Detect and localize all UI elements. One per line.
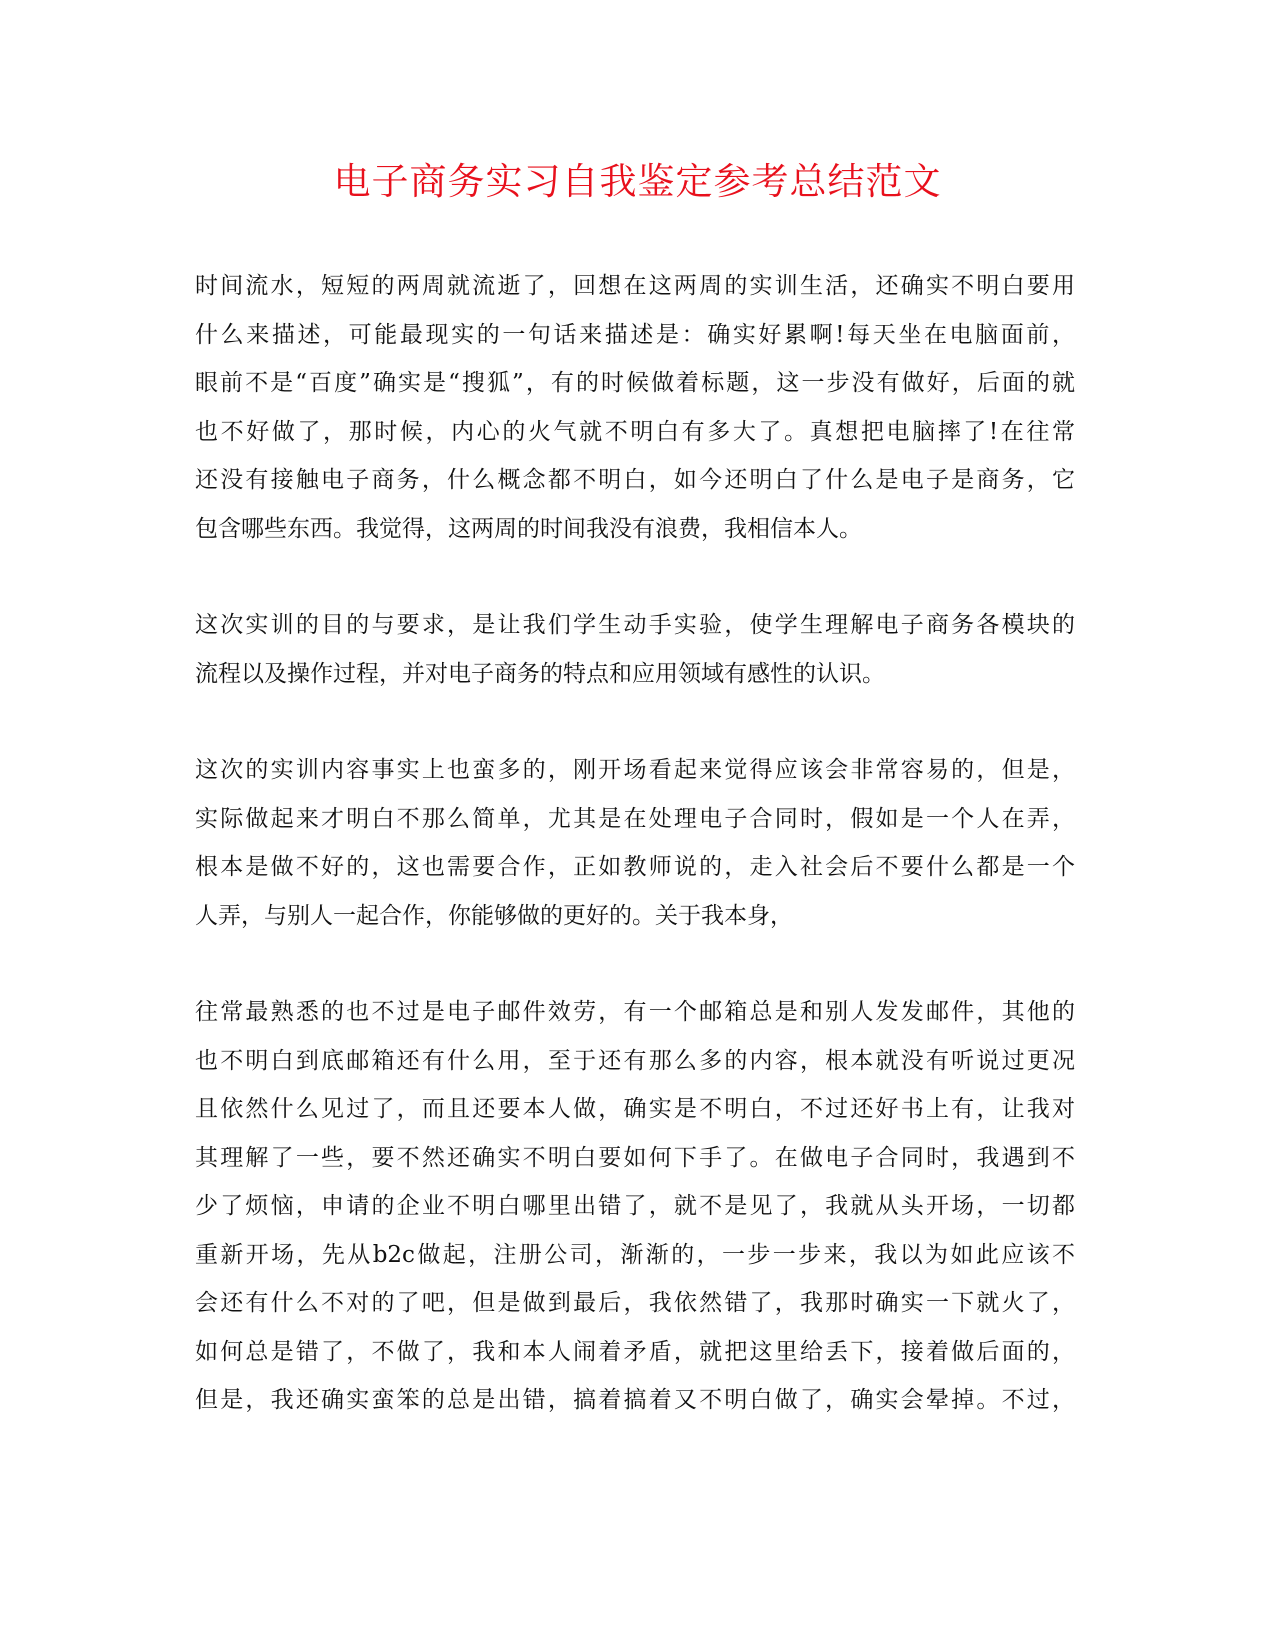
paragraph-4 <box>195 988 1075 1425</box>
text-line: 其理解了一些，要不然还确实不明白要如何下手了。在做电子合同时，我遇到不 <box>195 1144 1075 1171</box>
text-line: 重新开场，先从b2c做起，注册公司，渐渐的，一步一步来，我以为如此应该不 <box>195 1241 1075 1268</box>
paragraph-3 <box>195 746 1075 940</box>
text-line: 还没有接触电子商务，什么概念都不明白，如今还明白了什么是电子是商务，它 <box>195 467 1075 493</box>
text-line: 如何总是错了，不做了，我和本人闹着矛盾，就把这里给丢下，接着做后面的， <box>195 1338 1075 1365</box>
text-line: 少了烦恼，申请的企业不明白哪里出错了，就不是见了，我就从头开场，一切都 <box>195 1193 1075 1219</box>
text-line: 流程以及操作过程，并对电子商务的特点和应用领域有感性的认识。 <box>195 660 885 687</box>
text-line: 眼前不是“百度”确实是“搜狐”，有的时候做着标题，这一步没有做好，后面的就 <box>195 370 1075 396</box>
text-line: 什么来描述，可能最现实的一句话来描述是：确实好累啊!每天坐在电脑面前， <box>195 321 1075 348</box>
text-line: 也不明白到底邮箱还有什么用，至于还有那么多的内容，根本就没有听说过更况 <box>195 1047 1075 1074</box>
text-line: 这次的实训内容事实上也蛮多的，刚开场看起来觉得应该会非常容易的，但是， <box>195 757 1075 783</box>
text-line: 时间流水，短短的两周就流逝了，回想在这两周的实训生活，还确实不明白要用 <box>195 273 1075 299</box>
paragraph-1 <box>195 262 1075 553</box>
document-body <box>195 262 1075 1473</box>
text-line: 人弄，与别人一起合作，你能够做的更好的。关于我本身， <box>195 902 793 929</box>
text-line: 包含哪些东西。我觉得，这两周的时间我没有浪费，我相信本人。 <box>195 515 862 542</box>
text-line: 但是，我还确实蛮笨的总是出错，搞着搞着又不明白做了，确实会晕掉。不过， <box>195 1387 1075 1413</box>
text-line: 且依然什么见过了，而且还要本人做，确实是不明白，不过还好书上有，让我对 <box>195 1096 1075 1122</box>
text-line: 实际做起来才明白不那么简单，尤其是在处理电子合同时，假如是一个人在弄， <box>195 805 1075 832</box>
text-line: 这次实训的目的与要求，是让我们学生动手实验，使学生理解电子商务各模块的 <box>195 612 1075 638</box>
text-line: 根本是做不好的，这也需要合作，正如教师说的，走入社会后不要什么都是一个 <box>195 854 1075 880</box>
paragraph-2 <box>195 601 1075 698</box>
text-line: 也不好做了，那时候，内心的火气就不明白有多大了。真想把电脑摔了!在往常 <box>195 418 1075 445</box>
document-title: 电子商务实习自我鉴定参考总结范文 <box>333 160 942 203</box>
text-line: 会还有什么不对的了吧，但是做到最后，我依然错了，我那时确实一下就火了， <box>195 1290 1075 1316</box>
text-line: 往常最熟悉的也不过是电子邮件效劳，有一个邮箱总是和别人发发邮件，其他的 <box>195 999 1075 1025</box>
